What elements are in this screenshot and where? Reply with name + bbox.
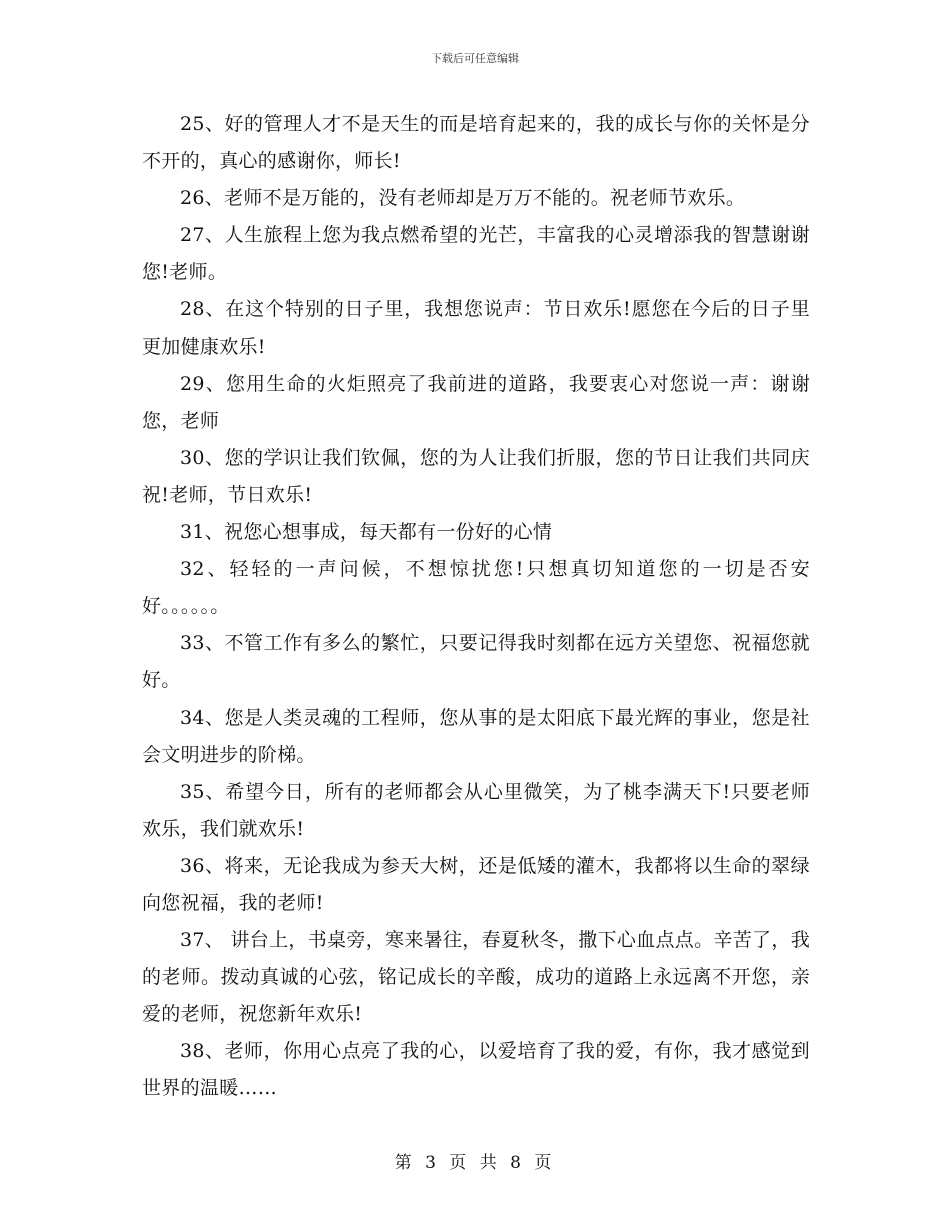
paragraph-25: 25、好的管理人才不是天生的而是培育起来的，我的成长与你的关怀是分不开的，真心的感谢你，师长! <box>142 113 810 173</box>
paragraph-30: 30、您的学识让我们钦佩，您的为人让我们折服，您的节日让我们共同庆祝!老师，节日欢乐! <box>142 446 810 506</box>
page-number-footer: 第 3 页 共 8 页 <box>394 1153 556 1173</box>
paragraph-34: 34、您是人类灵魂的工程师，您从事的是太阳底下最光辉的事业，您是社会文明进步的阶梯。 <box>142 706 810 766</box>
page-header: 下载后可任意编辑 <box>431 52 519 65</box>
paragraph-31: 31、祝您心想事成，每天都有一份好的心情 <box>180 521 553 544</box>
paragraph-26: 26、老师不是万能的，没有老师却是万万不能的。祝老师节欢乐。 <box>180 187 746 210</box>
paragraph-32: 32、轻轻的一声问候，不想惊扰您!只想真切知道您的一切是否安好。。。。。。 <box>142 558 810 618</box>
paragraph-36: 36、将来，无论我成为参天大树，还是低矮的灌木，我都将以生命的翠绿向您祝福，我的老师! <box>142 854 810 914</box>
paragraph-33: 33、不管工作有多么的繁忙，只要记得我时刻都在远方关望您、祝福您就好。 <box>142 632 810 692</box>
paragraph-35: 35、希望今日，所有的老师都会从心里微笑，为了桃李满天下!只要老师欢乐，我们就欢乐! <box>142 780 810 840</box>
paragraph-37: 37、 讲台上，书桌旁，寒来暑往，春夏秋冬，撒下心血点点。辛苦了，我的老师。拨动真诚的心弦，铭记成长的辛酸，成功的道路上永远离不开您，亲爱的老师，祝您新年欢乐! <box>142 929 810 1026</box>
paragraph-28: 28、在这个特别的日子里，我想您说声：节日欢乐!愿您在今后的日子里更加健康欢乐! <box>142 298 810 358</box>
document-body <box>142 106 810 1108</box>
paragraph-38: 38、老师，你用心点亮了我的心，以爱培育了我的爱，有你，我才感觉到世界的温暖…… <box>142 1040 810 1100</box>
paragraph-29: 29、您用生命的火炬照亮了我前进的道路，我要衷心对您说一声：谢谢您，老师 <box>142 372 810 432</box>
paragraph-27: 27、人生旅程上您为我点燃希望的光芒，丰富我的心灵增添我的智慧谢谢您!老师。 <box>142 224 810 284</box>
